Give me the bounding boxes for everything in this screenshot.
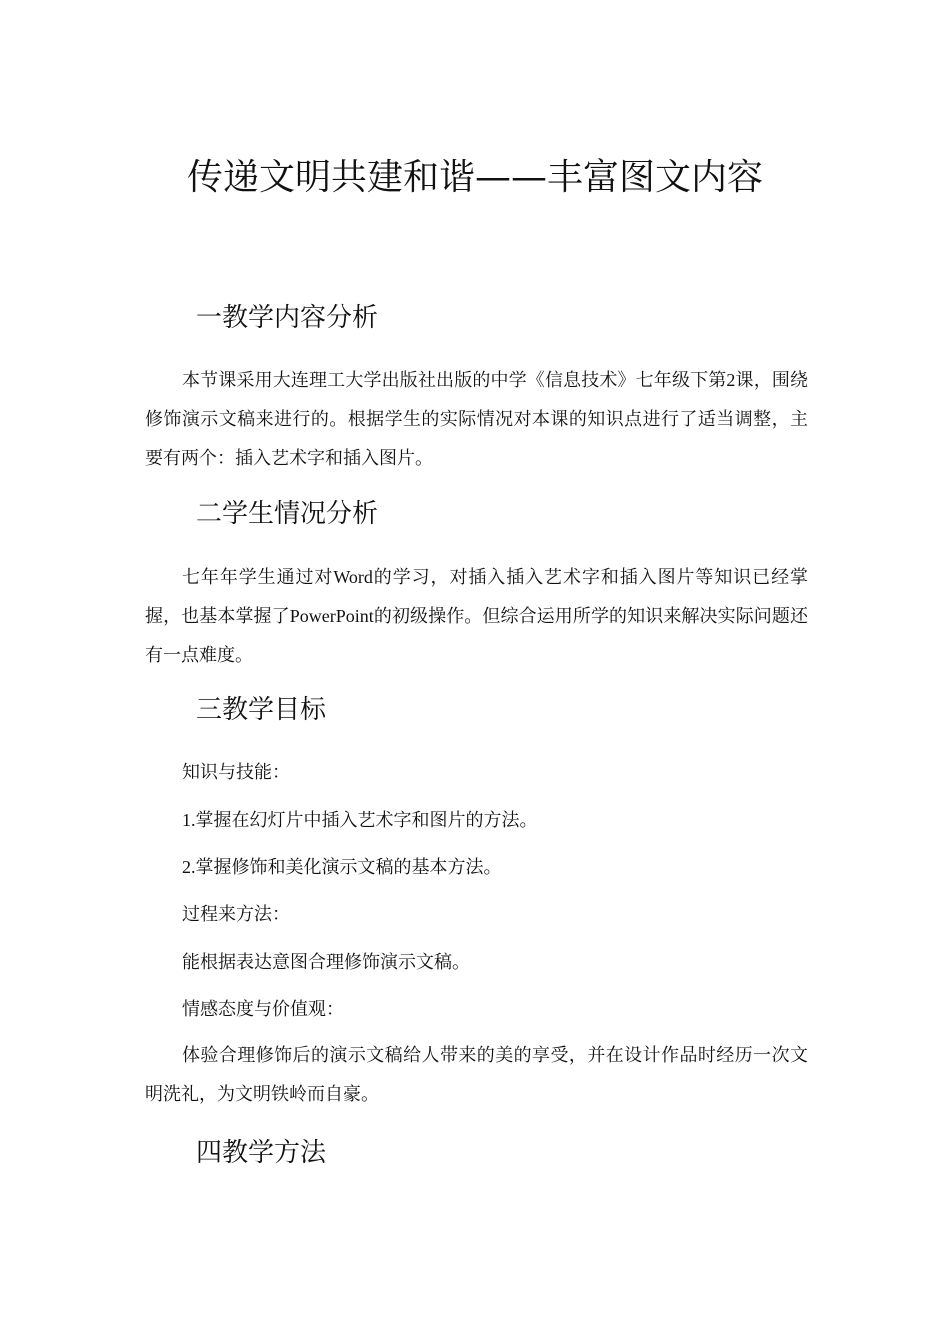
section-heading-teaching-methods: 四教学方法: [196, 1138, 327, 1168]
section-paragraph-student-analysis: 七年年学生通过对Word的学习，对插入插入艺术字和插入图片等知识已经掌握，也基本掌握了PowerPoint的初级操作。但综合运用所学的知识来解决实际问题还有一点难度。: [145, 567, 808, 665]
goal-line-1: 1.掌握在幻灯片中插入艺术字和图片的方法。: [182, 810, 538, 830]
document-title: 传递文明共建和谐——丰富图文内容: [186, 157, 763, 198]
section-heading-content-analysis: 一教学内容分析: [196, 303, 379, 333]
goal-line-process-detail: 能根据表达意图合理修饰演示文稿。: [182, 952, 470, 972]
section-heading-teaching-goals: 三教学目标: [196, 695, 327, 725]
goal-line-knowledge-skills: 知识与技能：: [182, 762, 290, 782]
section-heading-student-analysis: 二学生情况分析: [196, 499, 379, 529]
goal-line-emotion-values: 情感态度与价值观：: [182, 999, 344, 1019]
section-paragraph-content-analysis: 本节课采用大连理工大学出版社出版的中学《信息技术》七年级下第2课，围绕修饰演示文稿来进行的。根据学生的实际情况对本课的知识点进行了适当调整，主要有两个：插入艺术字和插入图片。: [145, 370, 808, 468]
section-paragraph-emotion-values: 体验合理修饰后的演示文稿给人带来的美的享受，并在设计作品时经历一次文明洗礼，为文明铁岭而自豪。: [145, 1045, 808, 1104]
goal-line-2: 2.掌握修饰和美化演示文稿的基本方法。: [182, 857, 502, 877]
goal-line-process-method: 过程来方法：: [182, 904, 290, 924]
